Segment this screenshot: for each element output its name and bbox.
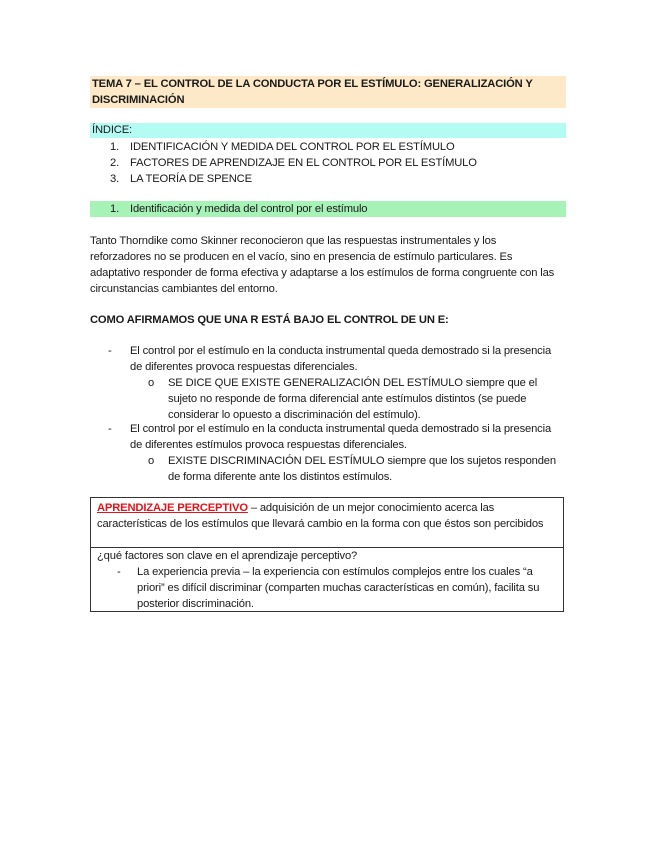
- bullet-dash: -: [108, 423, 112, 435]
- sub-bullet-marker: o: [148, 455, 155, 467]
- section-title: Identificación y medida del control por el estímulo: [130, 203, 368, 215]
- definition-text: – adquisición de un mejor conocimiento acerca las características de los estímulos que llevará cambio en la forma con que éstos son percibidos: [97, 502, 544, 530]
- toc-number: 1.: [110, 141, 120, 153]
- bullet-item: [90, 343, 566, 375]
- item-text: La experiencia previa – la experiencia con estímulos complejos entre los cuales “a priori” es difícil discriminar (comparten muchas características en común), facilita su posterior discriminación.: [137, 566, 540, 610]
- subheading: COMO AFIRMAMOS QUE UNA R ESTÁ BAJO EL CONTROL DE UN E:: [90, 314, 449, 326]
- bullet-item: [90, 421, 566, 453]
- sub-bullet-text: EXISTE DISCRIMINACIÓN DEL ESTÍMULO siempre que los sujetos responden de forma diferente ante los distintos estímulos.: [168, 455, 556, 483]
- sub-bullet-item: [90, 375, 566, 423]
- table-of-contents: [110, 139, 477, 187]
- definition-cell: [91, 498, 563, 548]
- bullet-text: El control por el estímulo en la conducta instrumental queda demostrado si la presencia de diferentes estímulos provoca respuestas diferenciales.: [130, 423, 552, 451]
- definition-term: APRENDIZAJE PERCEPTIVO: [97, 502, 248, 514]
- sub-bullet-marker: o: [148, 377, 155, 389]
- bullet-dash: -: [108, 345, 112, 357]
- index-label: [90, 123, 566, 138]
- bullet-text: El control por el estímulo en la conducta instrumental queda demostrado si la presencia de diferentes provoca respuestas diferenciales.: [130, 345, 552, 373]
- intro-paragraph: Tanto Thorndike como Skinner reconocieron que las respuestas instrumentales y los reforzadores no se producen en el vacío, sino en presencia de estímulo particulares. Es adaptativo responder de forma efectiva y adaptarse a los estímulos de forma congruente con las circunstancias cambiantes del entorno.: [90, 235, 555, 295]
- toc-text: FACTORES DE APRENDIZAJE EN EL CONTROL POR EL ESTÍMULO: [130, 157, 477, 169]
- section-heading-1: [90, 201, 566, 217]
- sub-bullet-text: SE DICE QUE EXISTE GENERALIZACIÓN DEL ESTÍMULO siempre que el sujeto no responde de forma diferencial ante estímulos distintos (se puede considerar lo opuesto a discriminación del estímulo).: [168, 377, 538, 421]
- toc-text: LA TEORÍA DE SPENCE: [130, 173, 252, 185]
- section-number: 1.: [110, 203, 120, 215]
- definition-box: [90, 497, 564, 612]
- toc-text: IDENTIFICACIÓN Y MEDIDA DEL CONTROL POR EL ESTÍMULO: [130, 141, 455, 153]
- toc-number: 3.: [110, 173, 120, 185]
- sub-bullet-item: [90, 453, 566, 485]
- title-text: TEMA 7 – EL CONTROL DE LA CONDUCTA POR EL ESTÍMULO: GENERALIZACIÓN Y DISCRIMINACIÓN: [92, 78, 533, 106]
- question-item: [97, 564, 557, 612]
- question-cell: [91, 548, 563, 612]
- document-title: [90, 76, 566, 108]
- toc-item: [110, 155, 477, 171]
- index-label-text: ÍNDICE:: [92, 124, 132, 136]
- toc-number: 2.: [110, 157, 120, 169]
- toc-item: [110, 139, 477, 155]
- item-dash: -: [117, 566, 121, 578]
- question-text: ¿qué factores son clave en el aprendizaje perceptivo?: [97, 550, 358, 562]
- toc-item: [110, 171, 477, 187]
